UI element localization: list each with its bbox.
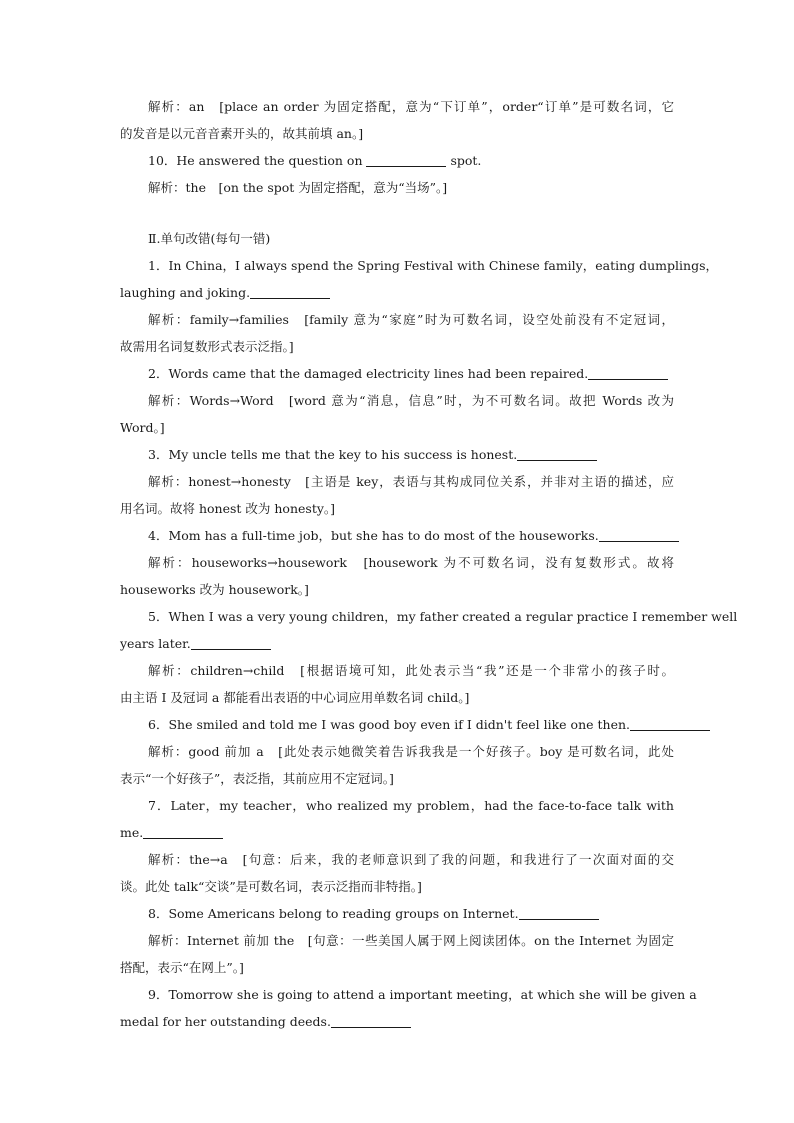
question-text: years later. (120, 636, 191, 651)
answer-line: 解析：Internet 前加 the [句意：一些美国人属于网上阅读团体。on the Internet 为固定 (148, 933, 674, 948)
question-text: 1．In China，I always spend the Spring Festival with Chinese family，eating dumplings， (148, 258, 718, 273)
fill-blank[interactable] (519, 905, 599, 920)
question-text: spot. (446, 153, 482, 168)
question-line (120, 981, 697, 1008)
question-text: 6．She smiled and told me I was good boy even if I didn't feel like one then. (148, 717, 630, 732)
question-line (120, 522, 674, 549)
question-text: 8．Some Americans belong to reading groups on Internet. (148, 906, 519, 921)
question-text: laughing and joking. (120, 285, 251, 300)
answer-line: 解析：an [place an order 为固定搭配，意为“下订单”，order“订单”是可数名词，它 (148, 99, 674, 114)
fill-blank[interactable] (599, 527, 679, 542)
question-line (120, 819, 674, 846)
fill-blank[interactable] (366, 152, 446, 167)
answer-line: 解析：honest→honesty [主语是 key，表语与其构成同位关系，并非对主语的描述，应 (148, 474, 674, 489)
question-line (120, 1008, 674, 1035)
question-line (120, 603, 738, 630)
question-text: 3．My uncle tells me that the key to his success is honest. (148, 447, 518, 462)
question-text: medal for her outstanding deeds. (120, 1014, 331, 1029)
answer-line: 解析：the→a [句意：后来，我的老师意识到了我的问题，和我进行了一次面对面的交 (148, 852, 674, 867)
fill-blank[interactable] (143, 824, 223, 839)
question-text: 5．When I was a very young children，my father created a regular practice I remember well (148, 609, 738, 624)
section-title: Ⅱ.单句改错(每句一错) (148, 231, 271, 246)
question-text: 10．He answered the question on (148, 153, 367, 168)
fill-blank[interactable] (331, 1013, 411, 1028)
question-line (120, 711, 674, 738)
question-text: 7．Later，my teacher，who realized my problem，had the face-to-face talk with (148, 798, 674, 813)
question-text: 4．Mom has a full-time job，but she has to do most of the houseworks. (148, 528, 599, 543)
question-line (120, 441, 674, 468)
answer-line: Word。] (120, 420, 165, 435)
answer-line: 搭配，表示“在网上”。] (120, 960, 244, 975)
question-line (120, 252, 718, 279)
document-content (120, 93, 738, 1035)
answer-line: 解析：family→families [family 意为“家庭”时为可数名词，设空处前没有不定冠词， (148, 312, 674, 327)
fill-blank[interactable] (191, 635, 271, 650)
fill-blank[interactable] (250, 284, 330, 299)
question-line (120, 630, 674, 657)
answer-line: 用名词。故将 honest 改为 honesty。] (120, 501, 336, 516)
answer-line: 由主语 I 及冠词 a 都能看出表语的中心词应用单数名词 child。] (120, 690, 470, 705)
question-line (120, 792, 674, 819)
fill-blank[interactable] (517, 446, 597, 461)
answer-line: 解析：houseworks→housework [housework 为不可数名词，没有复数形式。故将 (148, 555, 674, 570)
answer-line: 解析：Words→Word [word 意为“消息，信息”时，为不可数名词。故把 Words 改为 (148, 393, 674, 408)
question-text: 2．Words came that the damaged electricity lines had been repaired. (148, 366, 589, 381)
correction-items (120, 252, 738, 1035)
question-10 (120, 147, 674, 174)
answer-line: 解析：the [on the spot 为固定搭配，意为“当场”。] (148, 180, 448, 195)
question-line (120, 900, 674, 927)
answer-line: 解析：good 前加 a [此处表示她微笑着告诉我我是一个好孩子。boy 是可数名词，此处 (148, 744, 674, 759)
answer-line: 故需用名词复数形式表示泛指。] (120, 339, 294, 354)
question-text: me. (120, 825, 144, 840)
question-line (120, 360, 674, 387)
answer-line: houseworks 改为 housework。] (120, 582, 309, 597)
answer-line: 表示“一个好孩子”，表泛指，其前应用不定冠词。] (120, 771, 394, 786)
answer-line: 谈。此处 talk“交谈”是可数名词，表示泛指而非特指。] (120, 879, 422, 894)
answer-line: 的发音是以元音音素开头的，故其前填 an。] (120, 126, 364, 141)
fill-blank[interactable] (630, 716, 710, 731)
fill-blank[interactable] (588, 365, 668, 380)
question-line (120, 279, 674, 306)
question-text: 9．Tomorrow she is going to attend a important meeting，at which she will be given a (148, 987, 697, 1002)
answer-line: 解析：children→child [根据语境可知，此处表示当“我”还是一个非常小的孩子时。 (148, 663, 674, 678)
